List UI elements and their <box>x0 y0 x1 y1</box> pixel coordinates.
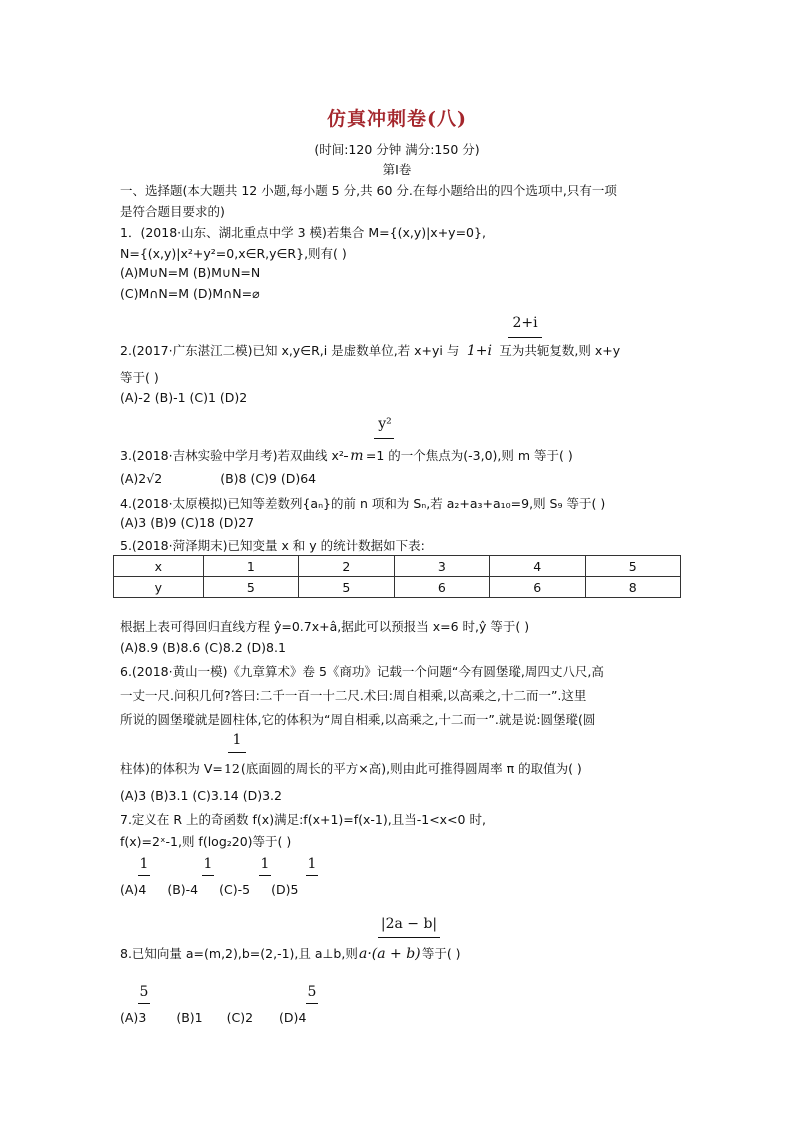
q7-stem-1: 7.定义在 R 上的奇函数 f(x)满足:f(x+1)=f(x-1),且当-1<x<0 时, <box>120 812 486 827</box>
q6-fraction-bar <box>228 752 246 753</box>
q3-fraction-numerator: y² <box>378 416 392 432</box>
volume-label: 第Ⅰ卷 <box>382 162 412 177</box>
q7-opt-c-den: 5 <box>242 882 251 897</box>
q8-opt-d-label: (D) <box>279 1010 299 1025</box>
q8-stem <box>120 944 461 962</box>
section-heading: 一、选择题(本大题共 12 小题,每小题 5 分,共 60 分.在每小题给出的四个选项中,只有一项 <box>120 183 617 198</box>
q5-stem: 5.(2018·菏泽期末)已知变量 x 和 y 的统计数据如下表: <box>120 538 425 553</box>
page-title: 仿真冲刺卷(八) <box>327 108 467 130</box>
table-row <box>114 577 681 598</box>
q8-fraction-numerator: |2a − b| <box>380 916 438 932</box>
q3-options <box>120 471 316 486</box>
q8-opt-a-label: (A) <box>120 1010 139 1025</box>
q4-stem: 4.(2018·太原模拟)已知等差数列{aₙ}的前 n 项和为 Sₙ,若 a₂+a₃+a₁₀=9,则 S₉ 等于( ) <box>120 496 606 511</box>
exam-meta: (时间:120 分钟 满分:150 分) <box>314 142 480 157</box>
q6-stem-3: 所说的圆堡瑽就是圆柱体,它的体积为“周自相乘,以高乘之,十二而一”.就是说:圆堡瑽(圆 <box>120 712 596 727</box>
q6-stem-4 <box>120 759 582 777</box>
q1-options-ab: (A)M∪N=M (B)M∪N=N <box>120 265 261 280</box>
q7-opt-c-bar <box>259 875 271 876</box>
q5-after-table: 根据上表可得回归直线方程 ŷ=0.7x+â,据此可以预报当 x=6 时,ŷ 等于( ) <box>120 619 530 634</box>
q7-opt-b-label: (B)- <box>167 882 191 897</box>
q8-options <box>120 1010 312 1025</box>
q2-fraction-bar <box>508 337 542 338</box>
section-heading-cont: 是符合题目要求的) <box>120 204 225 219</box>
q7-stem-2: f(x)=2ˣ-1,则 f(log₂20)等于( ) <box>120 834 292 849</box>
q3-fraction-denominator: m <box>350 448 364 464</box>
q8-stem-pre: 8.已知向量 a=(m,2),b=(2,-1),且 a⊥b,则 <box>120 946 358 961</box>
q6-stem-2: 一丈一尺.问积几何?答曰:二千一百一十二尺.术曰:周自相乘,以高乘之,十二而一”.这里 <box>120 688 587 703</box>
q8-opt-c-label: (C)2 <box>226 1010 254 1025</box>
q7-opt-a-bar <box>138 875 150 876</box>
q5-data-table <box>113 555 681 598</box>
q7-opt-d-numerator: 1 <box>307 856 317 872</box>
table-cell: 4 <box>490 556 585 577</box>
table-cell: 1 <box>203 556 298 577</box>
q7-options <box>120 882 305 897</box>
q8-opt-a-bar <box>138 1003 150 1004</box>
q1-options-cd: (C)M∩N=M (D)M∩N=⌀ <box>120 286 260 301</box>
table-cell: x <box>114 556 204 577</box>
q7-opt-b-numerator: 1 <box>203 856 213 872</box>
q2-stem-post: 互为共轭复数,则 x+y <box>499 343 621 358</box>
q2-fraction-numerator: 2+i <box>512 315 538 331</box>
q8-fraction-denominator: a·(a + b) <box>358 946 421 962</box>
table-row <box>114 556 681 577</box>
q6-stem-post: (底面圆的周长的平方×高),则由此可推得圆周率 π 的取值为( ) <box>240 761 582 776</box>
q2-fraction-denominator: 1+i <box>466 343 492 359</box>
q8-opt-a-den: 3 <box>138 1010 147 1025</box>
q2-stem-cont: 等于( ) <box>120 370 159 385</box>
table-cell: 3 <box>394 556 489 577</box>
table-cell: 5 <box>585 556 681 577</box>
q8-opt-b-label: (B)1 <box>176 1010 203 1025</box>
q8-fraction-bar <box>378 937 440 938</box>
q6-fraction-numerator: 1 <box>232 732 242 748</box>
table-cell: 2 <box>299 556 394 577</box>
q8-opt-a-numerator: 5 <box>139 984 149 1000</box>
q5-options: (A)8.9 (B)8.6 (C)8.2 (D)8.1 <box>120 640 286 655</box>
q3-fraction-bar <box>374 438 394 439</box>
table-cell: 8 <box>585 577 681 598</box>
q3-stem-pre: 3.(2018·吉林实验中学月考)若双曲线 x² <box>120 448 344 463</box>
q7-opt-a-numerator: 1 <box>139 856 149 872</box>
q7-opt-a-label: (A) <box>120 882 139 897</box>
q1-stem: 1．(2018·山东、湖北重点中学 3 模)若集合 M={(x,y)|x+y=0}, <box>120 225 486 240</box>
q3-stem-post: =1 的一个焦点为(-3,0),则 m 等于( ) <box>365 448 573 463</box>
q2-options: (A)-2 (B)-1 (C)1 (D)2 <box>120 390 248 405</box>
table-cell: 6 <box>490 577 585 598</box>
q2-stem <box>120 341 620 359</box>
q7-opt-b-den: 4 <box>190 882 199 897</box>
q3-stem <box>120 446 573 464</box>
q4-options: (A)3 (B)9 (C)18 (D)27 <box>120 515 255 530</box>
q7-opt-d-den: 5 <box>290 882 299 897</box>
q7-opt-a-den: 4 <box>138 882 147 897</box>
table-cell: 5 <box>203 577 298 598</box>
q2-stem-pre: 2.(2017·广东湛江二模)已知 x,y∈R,i 是虚数单位,若 x+yi 与 <box>120 343 460 358</box>
table-cell: 5 <box>299 577 394 598</box>
q8-opt-d-numerator: 5 <box>307 984 317 1000</box>
q7-opt-d-label: (D) <box>271 882 291 897</box>
q6-stem-pre: 柱体)的体积为 V= <box>120 761 223 776</box>
table-cell: 6 <box>394 577 489 598</box>
q7-opt-d-bar <box>306 875 318 876</box>
q7-opt-c-numerator: 1 <box>260 856 270 872</box>
q6-fraction-denominator: 12 <box>223 761 240 776</box>
q8-stem-post: 等于( ) <box>421 946 461 961</box>
q8-opt-d-bar <box>306 1003 318 1004</box>
q6-options: (A)3 (B)3.1 (C)3.14 (D)3.2 <box>120 788 282 803</box>
table-cell: y <box>114 577 204 598</box>
q3-options-rest: (B)8 (C)9 (D)64 <box>220 471 317 486</box>
q7-opt-c-label: (C)- <box>219 882 243 897</box>
q7-opt-b-bar <box>202 875 214 876</box>
q1-stem-cont: N={(x,y)|x²+y²=0,x∈R,y∈R},则有( ) <box>120 246 347 261</box>
q6-stem-1: 6.(2018·黄山一模)《九章算术》卷 5《商功》记载一个问题“今有圆堡瑽,周四丈八尺,高 <box>120 664 604 679</box>
q3-option-a: (A)2√2 <box>120 471 163 486</box>
q8-opt-d-den: 4 <box>298 1010 307 1025</box>
